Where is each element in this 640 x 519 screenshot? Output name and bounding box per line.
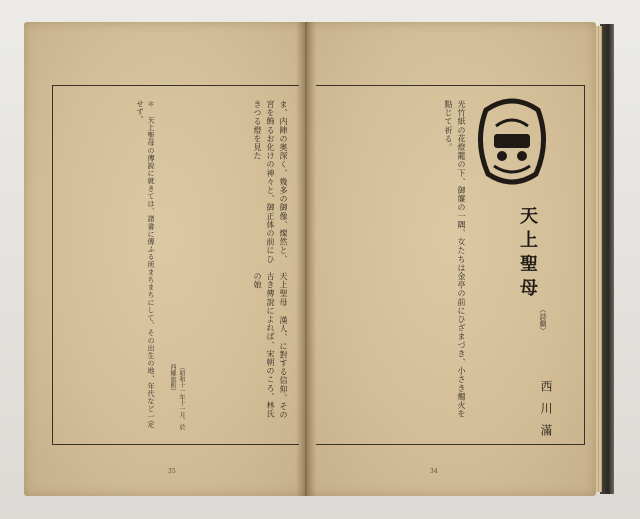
right-page-number: 34 <box>430 468 438 475</box>
right-page-body: 光竹紙の花燈籠の下、御簾の一隅、女たちは金亭の前にひざまづき、小さき燭火を點じて祈る。 <box>444 100 466 419</box>
left-page-number: 35 <box>168 468 176 475</box>
left-page-text-middle: 天上聖母 漢人、に對する信仰。その古き傳說によれば、宋朝のころ、林氏の娘 <box>253 272 288 420</box>
poem-title: 天上聖母 <box>517 206 538 302</box>
poem-author: 西川滿 <box>539 380 553 446</box>
left-page-text-upper: ま、内陣の奥深く、幾多の御像、燦然と、宮を飾るお化けの神々と、御正体の前にひきつる燈を見た <box>253 100 288 264</box>
left-page-notes: ＊ 天上聖母の傳說に就きては、諸書に傳ふる所まちまちにして、その出生の地、年代など一定せず。 <box>136 100 155 428</box>
book-gutter <box>296 22 316 496</box>
poem-subtitle: （詩劇） <box>539 306 547 334</box>
left-page-credit: （昭和十一年十一月、於西螺旅館） <box>169 364 185 430</box>
seal-illustration <box>476 96 548 188</box>
book-spine-edge <box>600 24 614 494</box>
